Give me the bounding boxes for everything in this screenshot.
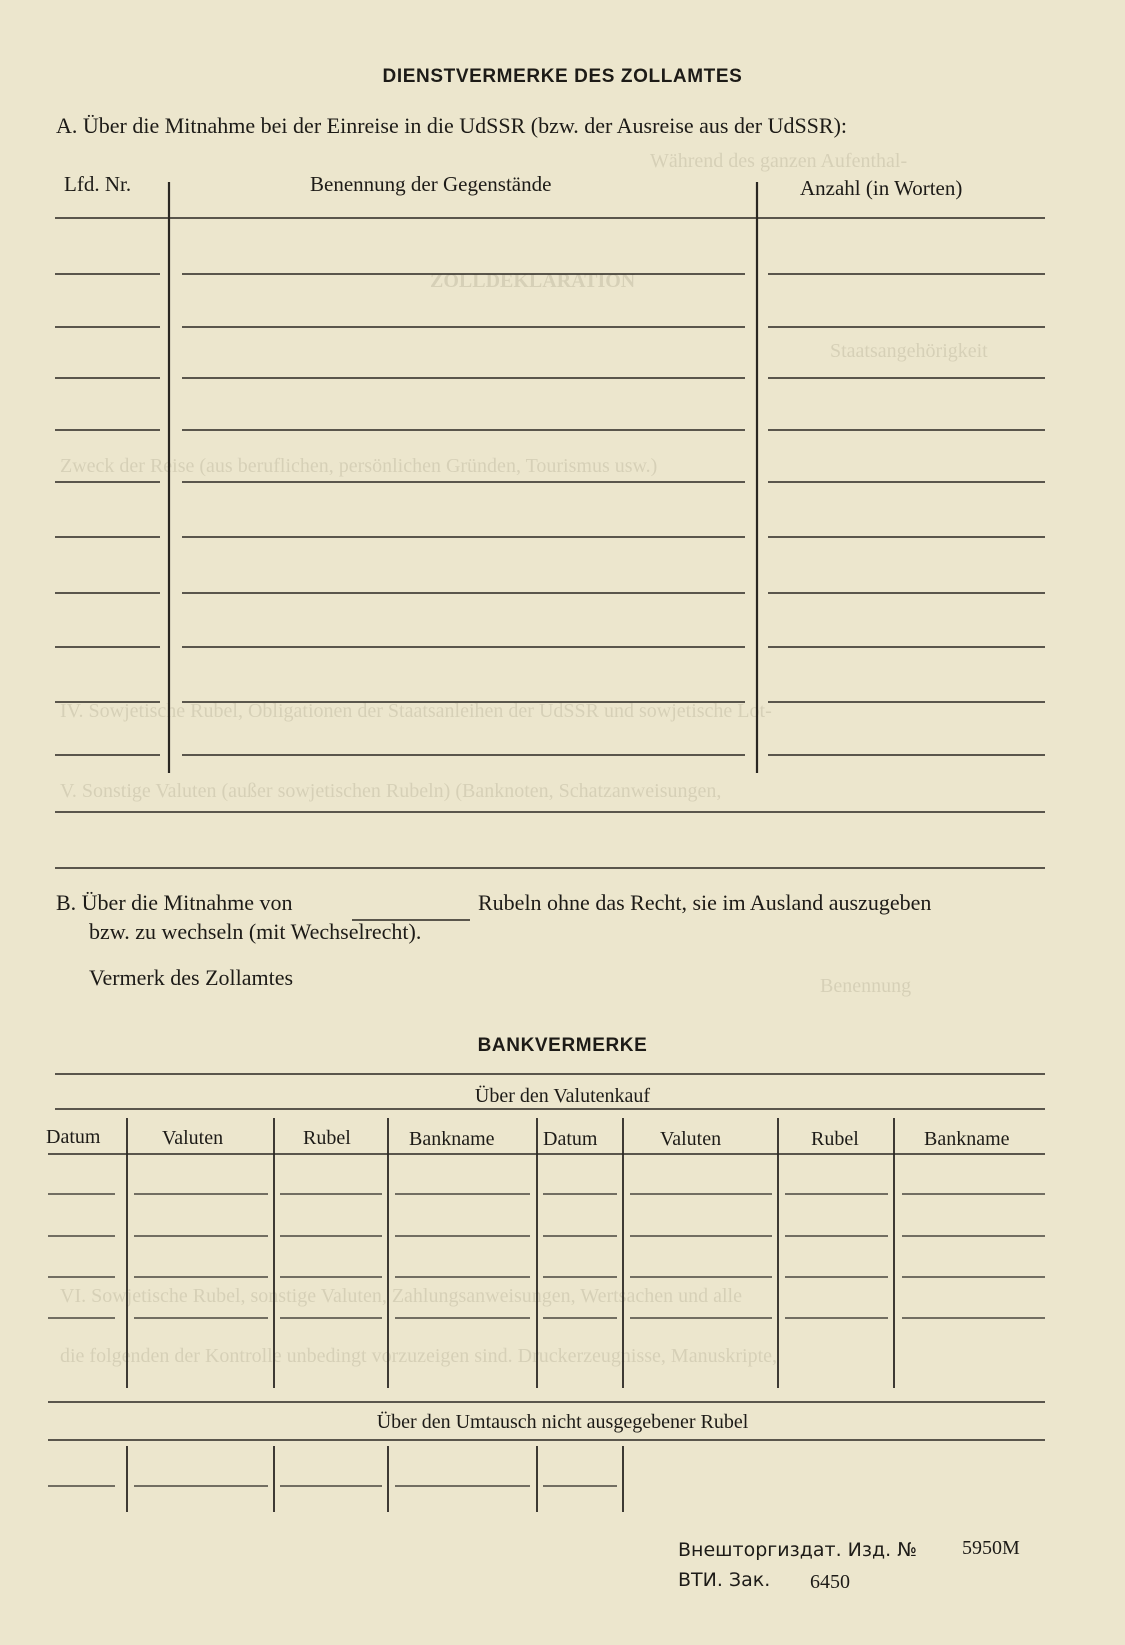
bankvermerke-title: BANKVERMERKE (477, 1035, 648, 1056)
bank-col-rubel-2: Rubel (811, 1128, 859, 1150)
valutenkauf-heading: Über den Valutenkauf (474, 1085, 651, 1107)
page-title: DIENSTVERMERKE DES ZOLLAMTES (382, 66, 743, 87)
section-a-heading: A. Über die Mitnahme bei der Einreise in die UdSSR (bzw. der Ausreise aus der UdSSR): (56, 113, 848, 138)
publisher-imprint: Внешторгиздат. Изд. № (678, 1539, 917, 1561)
customs-form-page: Während des ganzen Aufenthal- ZOLLDEKLARATION Staatsangehörigkeit Zweck der Reise (aus beruflichen, persönlichen Gründen, Tourismus usw.) IV. Sowjetische Rubel, Obligationen der Staatsanleihen der UdSSR und sowjetische Lot- V. Sonstige Valuten (außer sowjetischen Rubeln) (Banknoten, Schatzanweisungen, Benennung VI. Sowjetische Rubel, sonstige Valuten, Zahlungsanweisungen, Wertsachen und alle die folgenden der Kontrolle unbedingt vorzuzeigen sind. Druckerzeugnisse, Manuskripte, DIENSTVERMERKE DES ZOLLAMTES A. Über die Mitnahme bei der Einreise in die UdSSR (bzw. der Ausreise aus der UdSSR): Lfd. Nr. Benennung der Gegenstände Anzahl (in Worten) B. Über die Mitnahme von Rubeln ohne das Recht, sie im Ausland auszugeben bzw. zu wechseln (mit Wechselrecht). Vermerk des Zollamtes BANKVERMERKE Über den Valutenkauf Datum Valuten Rubel Bankname Datum Valuten Rubel Bankname Über den Umtausch nicht ausgegebener Rubel Внешторгиздат. Изд. № 5950M ВТИ. Зак. 6450 (0, 0, 1125, 1645)
bank-col-bankname-1: Bankname (409, 1128, 495, 1150)
bank-col-bankname-2: Bankname (924, 1128, 1010, 1150)
order-imprint: ВТИ. Зак. (678, 1569, 771, 1591)
column-benennung: Benennung der Gegenstände (310, 172, 552, 196)
column-lfd-nr: Lfd. Nr. (64, 172, 132, 196)
publisher-number: 5950M (962, 1537, 1020, 1559)
order-number: 6450 (810, 1571, 850, 1593)
bank-col-datum-2: Datum (543, 1128, 598, 1150)
umtausch-heading: Über den Umtausch nicht ausgegebener Rubel (376, 1411, 749, 1433)
bank-col-datum-1: Datum (46, 1126, 101, 1148)
bank-col-valuten-2: Valuten (660, 1128, 722, 1150)
column-anzahl: Anzahl (in Worten) (800, 176, 963, 200)
section-b-text-line2: bzw. zu wechseln (mit Wechselrecht). (89, 919, 422, 944)
bank-col-valuten-1: Valuten (162, 1127, 224, 1149)
vermerk-des-zollamtes: Vermerk des Zollamtes (89, 965, 294, 990)
section-b-text-part2: Rubeln ohne das Recht, sie im Ausland auszugeben (478, 890, 932, 915)
section-b-text-part1: B. Über die Mitnahme von (56, 890, 293, 915)
bank-col-rubel-1: Rubel (303, 1127, 351, 1149)
